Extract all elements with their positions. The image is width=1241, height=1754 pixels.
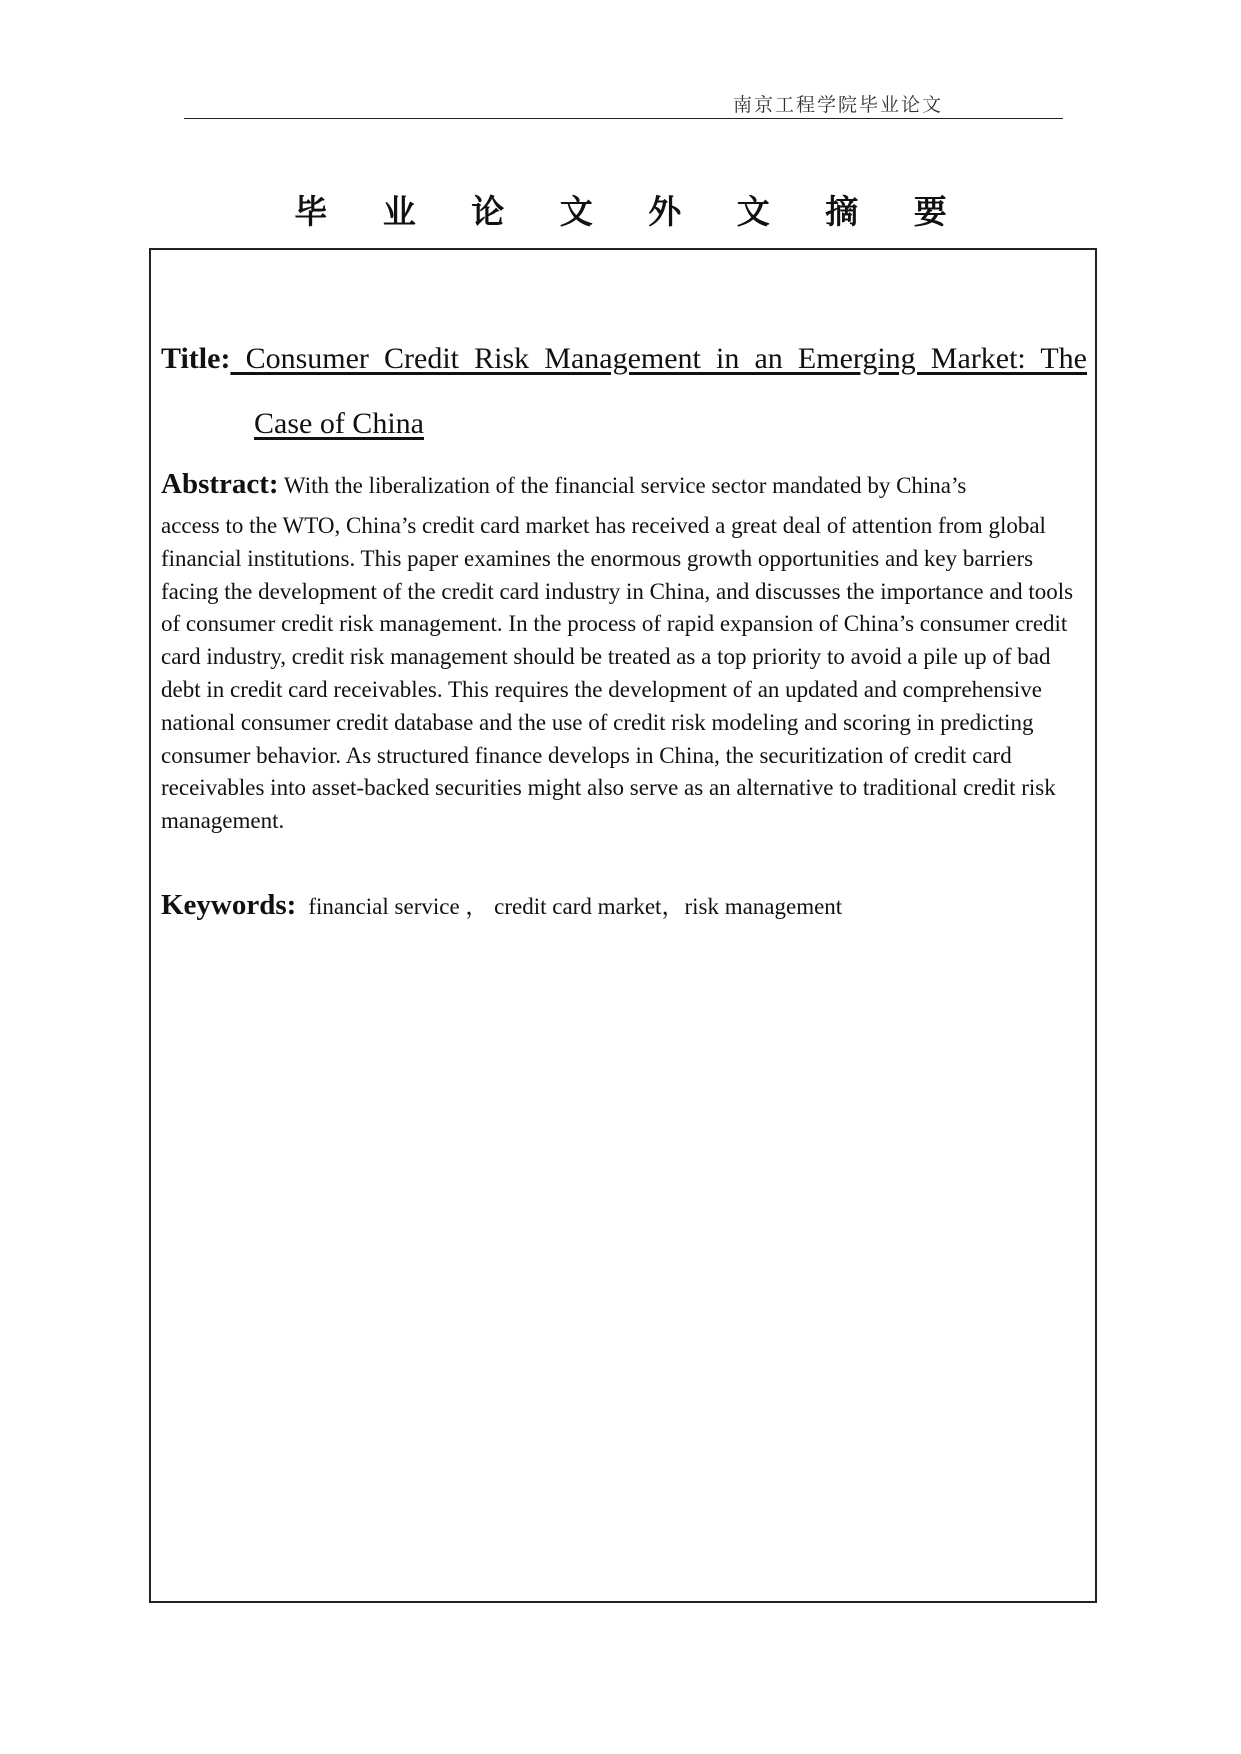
title-label: Title: xyxy=(161,342,231,375)
abstract-first-line xyxy=(161,462,1086,508)
title-text-part2: Case of China xyxy=(254,407,424,440)
keywords-block xyxy=(161,888,1086,922)
title-text-part1: Consumer Credit Risk Management in an Emerging Market: The xyxy=(230,342,1087,375)
abstract-first-line-text: With the liberalization of the financial service sector mandated by China’s xyxy=(278,473,967,498)
title-line-2 xyxy=(254,391,424,456)
abstract-block xyxy=(161,462,1086,838)
abstract-body: access to the WTO, China’s credit card market has received a great deal of attention from global financial institutions. This paper examines the enormous growth opportunities and key barriers facing the development of the credit card industry in China, and discusses the importance and tools of consumer credit risk management. In the process of rapid expansion of China’s consumer credit card industry, credit risk management should be treated as a top priority to avoid a pile up of bad debt in credit card receivables. This requires the development of an updated and comprehensive national consumer credit database and the use of credit risk modeling and scoring in predicting consumer behavior. As structured finance develops in China, the securitization of credit card receivables into asset-backed securities might also serve as an alternative to traditional credit risk management. xyxy=(161,513,1074,834)
keywords-text: financial service ， credit card market，risk management xyxy=(308,894,843,919)
title-line-1 xyxy=(161,326,1087,391)
header-rule xyxy=(184,118,1063,119)
keywords-label: Keywords: xyxy=(161,889,297,921)
abstract-label: Abstract: xyxy=(161,468,279,500)
running-header: 南京工程学院毕业论文 xyxy=(732,94,943,116)
page-heading: 毕 业 论 文 外 文 摘 要 xyxy=(294,192,969,231)
